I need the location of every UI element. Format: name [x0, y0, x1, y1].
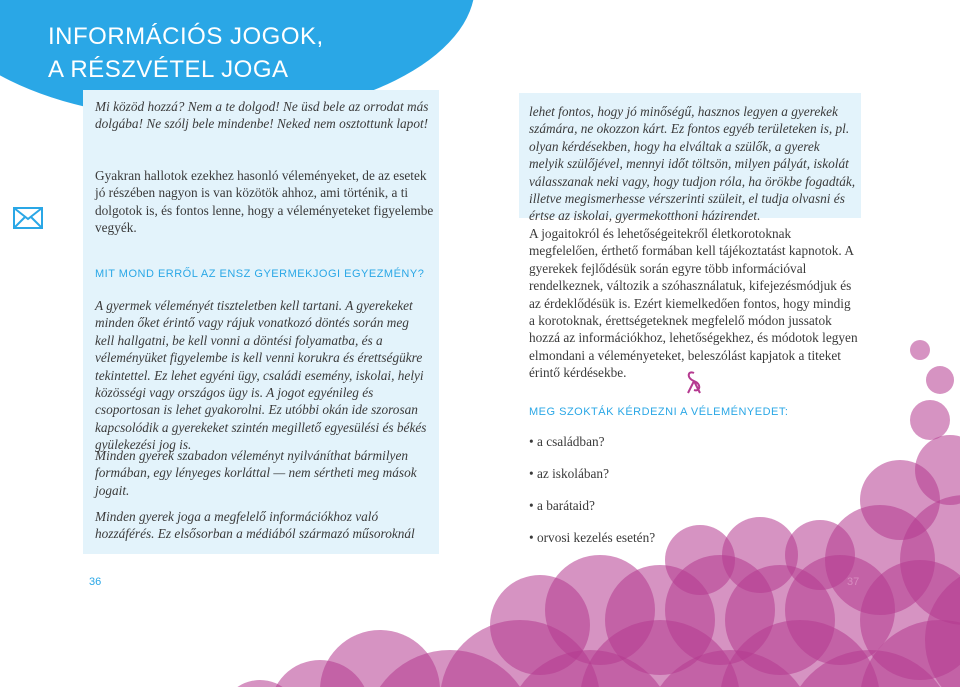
- list-item: • a családban?: [529, 434, 655, 466]
- page-number-left: 36: [89, 576, 102, 588]
- ribbon-icon: [683, 370, 705, 394]
- convention-text-1: A gyermek véleményét tiszteletben kell tartani. A gyerekeket minden őket érintő vagy rájuk vonatkozó döntés során meg kell hallgatni, be kell vonni a döntési folyamatba, és a véleményüket figyelembe is kell venni korukra és érettségükre tekintettel. Ez lehet egyéni ügy, családi esemény, iskolai, helyi közösségi vagy országos ügy is. A jogot egyénileg és csoportosan is lehet gyakorolni. Ez utóbbi okán ide szorosan kapcsolódik a gyerekeket szintén megillető egyesülési és békés gyülekezési jog is.: [95, 298, 427, 453]
- title-line-2: A RÉSZVÉTEL JOGA: [48, 56, 289, 83]
- continued-text: lehet fontos, hogy jó minőségű, hasznos legyen a gyerekek számára, ne okozzon kárt. Ez fontos egyéb területeken is, pl. olyan kérdésekben, hogy ha elváltak a szülők, a gyerek melyik szülőjével, mennyi időt töltsön, milyen pályát, iskolát válasszanak neki vagy, hogy tudjon róla, ha örökbe fogadták, illetve megismerhesse vérszerinti szüleit, el tudja olvasni és értse az iskolai, gyermekotthoni házirendet.: [529, 104, 856, 224]
- list-item: • az iskolában?: [529, 466, 655, 498]
- list-item: • a barátaid?: [529, 498, 655, 530]
- list-item: • orvosi kezelés esetén?: [529, 530, 655, 562]
- convention-heading: MIT MOND ERRŐL AZ ENSZ GYERMEKJOGI EGYEZMÉNY?: [95, 268, 425, 280]
- page-title: [48, 20, 324, 86]
- envelope-icon: [13, 207, 43, 229]
- questions-list: [529, 434, 655, 562]
- intro-quote: Mi közöd hozzá? Nem a te dolgod! Ne üsd bele az orrodat más dolgába! Ne szólj bele mindenbe! Neked nem osztottunk lapot!: [95, 99, 429, 132]
- intro-paragraph: Gyakran hallotok ezekhez hasonló véleményeket, de az esetek jó részében nagyon is van közötök ahhoz, ami történik, a ti dolgotok is, és fontos lenne, hogy a véleményeteket figyelembe vegyék.: [95, 168, 434, 236]
- page-number-right: 37: [847, 576, 860, 588]
- convention-text-3: Minden gyerek joga a megfelelő információkhoz való hozzáférés. Ez elsősorban a médiából származó műsoroknál: [95, 509, 415, 542]
- questions-heading: MEG SZOKTÁK KÉRDEZNI A VÉLEMÉNYEDET:: [529, 406, 789, 418]
- rights-paragraph: A jogaitokról és lehetőségeitekről életkorotoknak megfelelően, érthető formában kell tájékoztatást kapnotok. A gyerekek fejlődésük során egyre több információval rendelkeznek, változik a szóhasználatuk, kifejezésmódjuk és az érdeklődésük is. Ezért kiemelkedően fontos, hogy mindig a korotoknak, érettségeteknek megfelelő módon jussatok hozzá az információkhoz, lehetőségekhez, és módotok legyen elmondani a véleményeteket, beleszólást kapjatok a titeket érintő kérdésekbe.: [529, 226, 858, 381]
- title-line-1: INFORMÁCIÓS JOGOK,: [48, 23, 324, 50]
- convention-text-2: Minden gyerek szabadon véleményt nyilváníthat bármilyen formában, egy lényeges korláttal — nem sértheti meg mások jogait.: [95, 448, 417, 498]
